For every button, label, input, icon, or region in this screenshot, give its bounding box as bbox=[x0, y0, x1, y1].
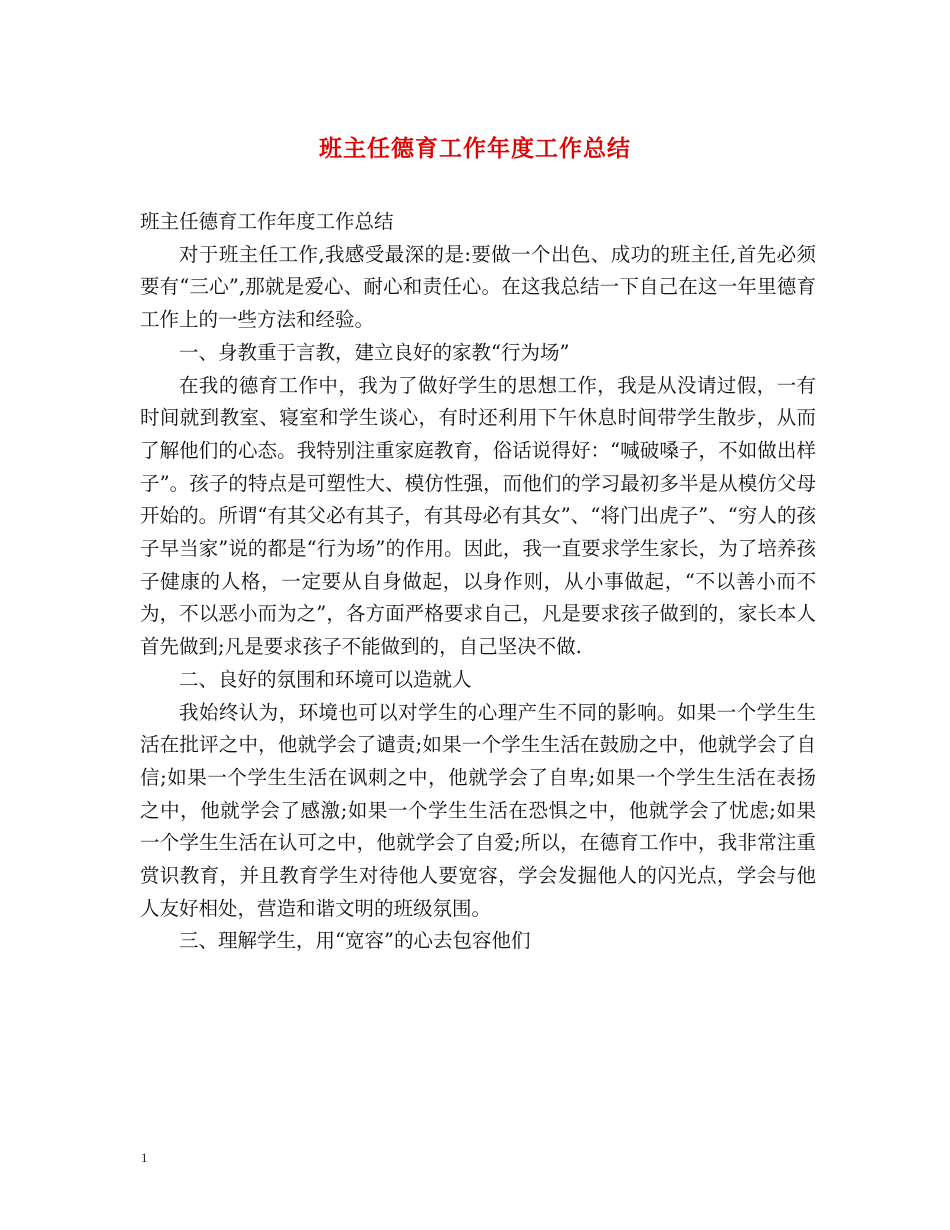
body-heading: 班主任德育工作年度工作总结 bbox=[140, 210, 394, 233]
section-heading-1: 一、身教重于言教，建立良好的家教“行为场” bbox=[179, 340, 570, 364]
section-heading-2: 二、良好的氛围和环境可以造就人 bbox=[179, 667, 472, 691]
document-title: 班主任德育工作年度工作总结 bbox=[319, 136, 631, 162]
body-paragraph-section-1: 在我的德育工作中，我为了做好学生的思想工作，我是从没请过假，一有时间就到教室、寝室和学生谈心，有时还利用下午休息时间带学生散步，从而了解他们的心态。我特别注重家庭教育，俗话说得好：“喊破嗓子，不如做出样子”。孩子的特点是可塑性大、模仿性强，而他们的学习最初多半是从模仿父母开始的。所谓“有其父必有其子，有其母必有其女”、“将门出虎子”、“穷人的孩子早当家”说的都是“行为场”的作用。因此，我一直要求学生家长，为了培养孩子健康的人格，一定要从自身做起，以身作则，从小事做起，“不以善小而不为，不以恶小而为之”，各方面严格要求自己，凡是要求孩子做到的，家长本人首先做到;凡是要求孩子不能做到的，自己坚决不做. bbox=[140, 373, 816, 659]
section-heading-3: 三、理解学生，用“宽容”的心去包容他们 bbox=[179, 929, 531, 953]
body-paragraph-section-2: 我始终认为，环境也可以对学生的心理产生不同的影响。如果一个学生生活在批评之中，他就学会了谴责;如果一个学生生活在鼓励之中，他就学会了自信;如果一个学生生活在讽刺之中，他就学会了自卑;如果一个学生生活在表扬之中，他就学会了感激;如果一个学生生活在恐惧之中，他就学会了忧虑;如果一个学生生活在认可之中，他就学会了自爱;所以，在德育工作中，我非常注重赏识教育，并且教育学生对待他人要宽容，学会发掘他人的闪光点，学会与他人友好相处，营造和谐文明的班级氛围。 bbox=[140, 700, 816, 920]
page-number: 1 bbox=[141, 1150, 148, 1165]
body-paragraph-intro: 对于班主任工作,我感受最深的是:要做一个出色、成功的班主任,首先必须要有“三心”,那就是爱心、耐心和责任心。在这我总结一下自己在这一年里德育工作上的一些方法和经验。 bbox=[140, 242, 816, 332]
document-body bbox=[140, 206, 816, 958]
